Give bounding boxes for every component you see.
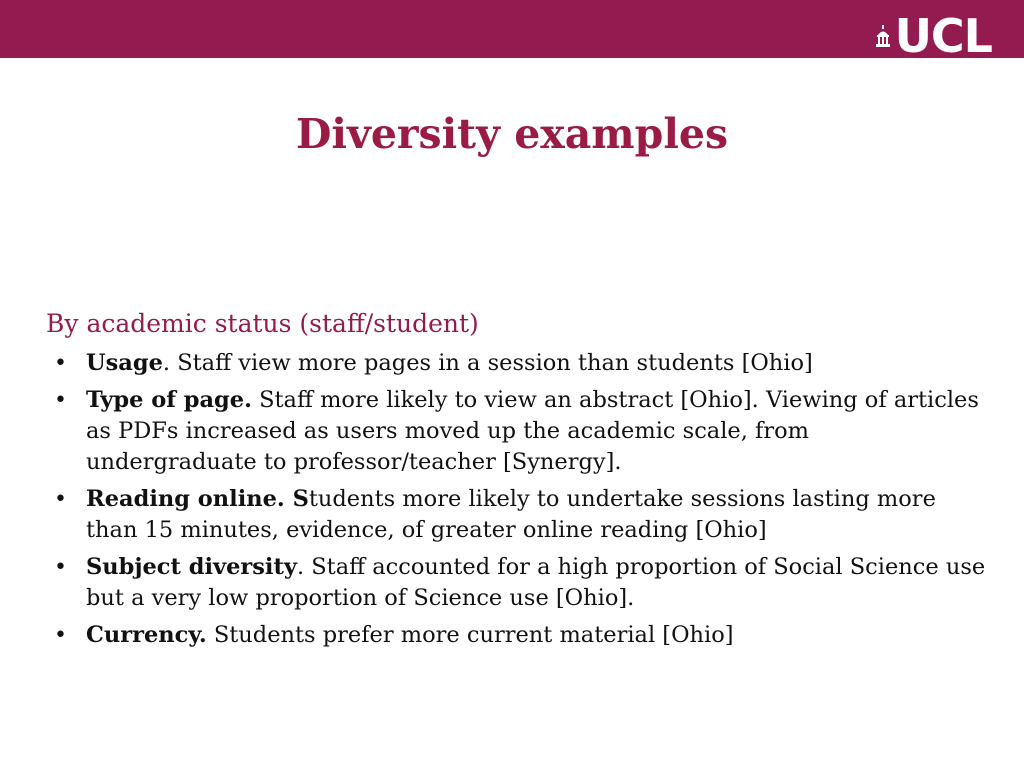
bullet-icon: • [54,388,67,413]
bullet-term: Subject diversity [86,554,297,580]
slide-title: Diversity examples [295,110,729,158]
list-item [46,620,986,651]
bullet-icon: • [54,487,67,512]
list-item [46,484,986,546]
section-heading: By academic status (staff/student) [46,309,479,338]
bullet-text: . Staff accounted for a high proportion of Social Science use but a very low proportion of Science use [Ohio]. [86,554,986,611]
list-item [46,348,986,379]
bullet-list [46,348,986,651]
slide-body [46,308,986,657]
bullet-term: Reading online. S [86,486,309,512]
list-item [46,552,986,614]
bullet-term: Usage [86,350,163,376]
bullet-term: Type of page. [86,387,252,413]
logo-wordmark: UCL [894,9,992,63]
header-band [0,0,1024,63]
ucl-logo [875,9,992,63]
bullet-text: Staff more likely to view an abstract [Ohio]. Viewing of articles as PDFs increased as users moved up the academic scale, from undergraduate to professor/teacher [Synergy]. [86,387,979,475]
bullet-icon: • [54,555,67,580]
bullet-icon: • [54,623,67,648]
bullet-text: . Staff view more pages in a session than students [Ohio] [162,350,813,376]
bullet-text: tudents more likely to undertake sessions lasting more than 15 minutes, evidence, of greater online reading [Ohio] [86,486,936,543]
portico-dome-icon [875,25,891,47]
bullet-text: Students prefer more current material [Ohio] [206,622,734,648]
list-item [46,385,986,478]
bullet-term: Currency. [86,622,207,648]
bullet-icon: • [54,351,67,376]
